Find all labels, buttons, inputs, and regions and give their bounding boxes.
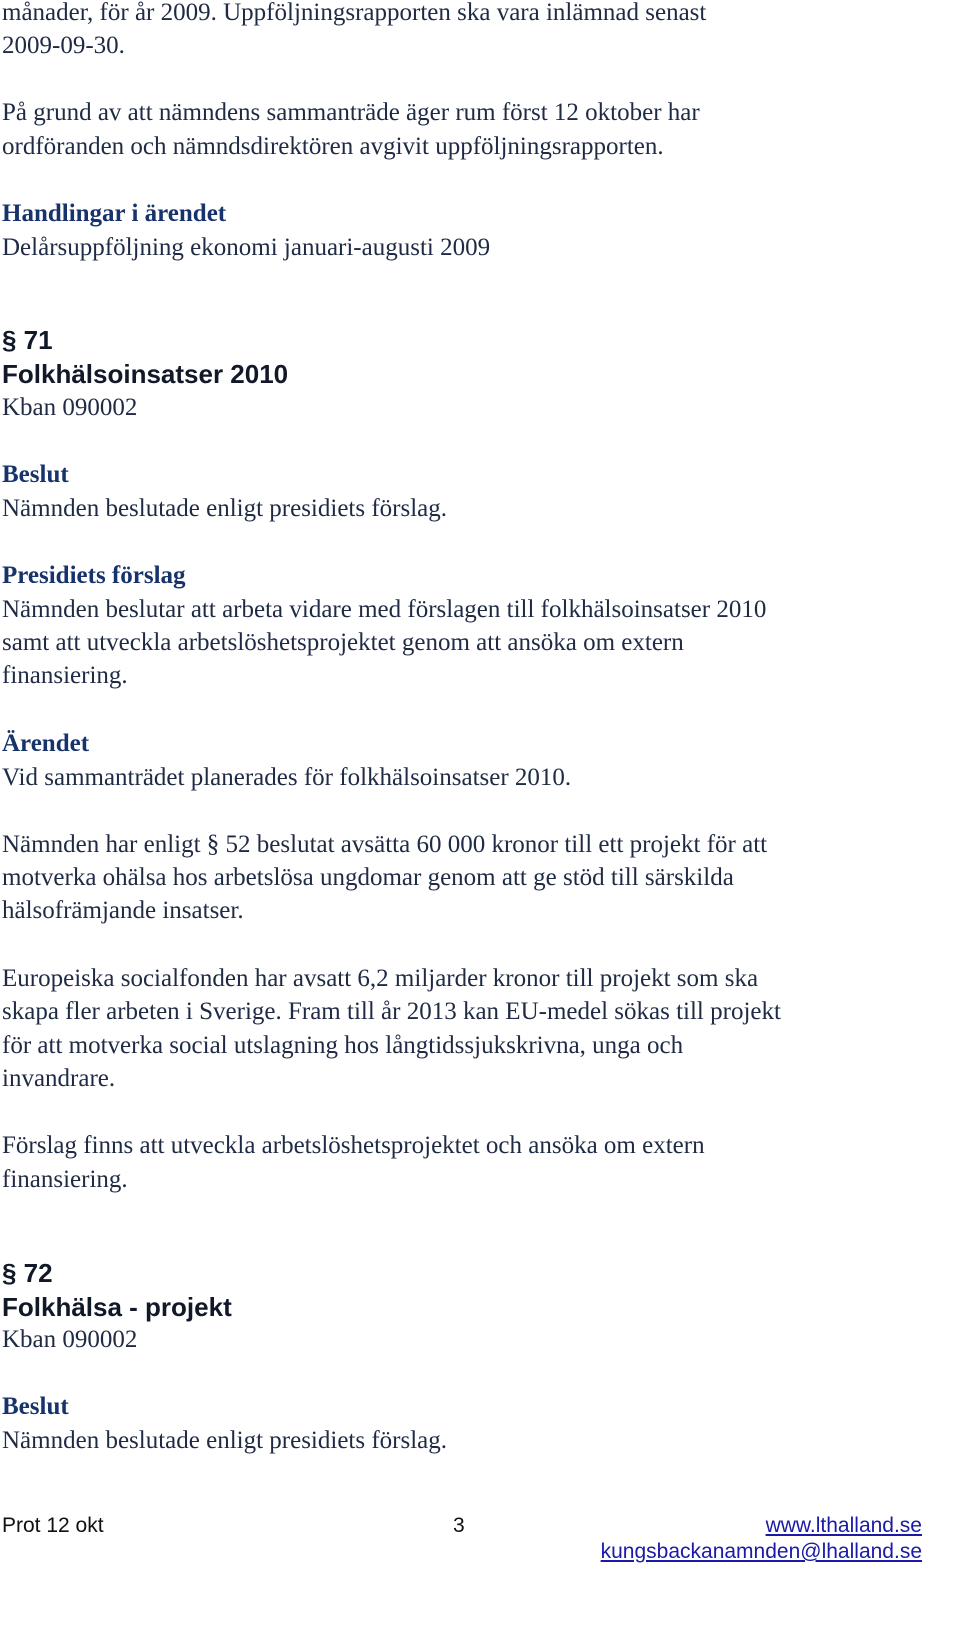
- section-71-para2-line-3: för att motverka social utslagning hos långtidssjukskrivna, unga och: [2, 1032, 684, 1059]
- intro-line-2: 2009-09-30.: [2, 32, 125, 59]
- section-71-beslut-heading: Beslut: [2, 461, 69, 488]
- p2-line-2: ordföranden och nämndsdirektören avgivit uppföljningsrapporten.: [2, 133, 664, 160]
- intro-line-1: månader, för år 2009. Uppföljningsrapporten ska vara inlämnad senast: [2, 0, 707, 26]
- section-71-forslag-heading: Presidiets förslag: [2, 562, 186, 589]
- footer-protocol-date: Prot 12 okt: [2, 1514, 104, 1537]
- handlingar-heading: Handlingar i ärendet: [2, 200, 227, 227]
- section-71-para2-line-2: skapa fler arbeten i Sverige. Fram till år 2013 kan EU-medel sökas till projekt: [2, 998, 781, 1025]
- section-72-number: § 72: [2, 1258, 53, 1288]
- section-71-forslag-line-2: samt att utveckla arbetslöshetsprojektet genom att ansöka om extern: [2, 629, 684, 656]
- section-71-para1-line-1: Nämnden har enligt § 52 beslutat avsätta 60 000 kronor till ett projekt för att: [2, 831, 768, 858]
- section-71-arendet-text: Vid sammanträdet planerades för folkhälsoinsatser 2010.: [2, 764, 572, 791]
- section-71-number: § 71: [2, 325, 53, 355]
- section-71-para2-line-1: Europeiska socialfonden har avsatt 6,2 miljarder kronor till projekt som ska: [2, 965, 759, 992]
- section-71-para3-line-2: finansiering.: [2, 1166, 128, 1193]
- footer-email-link[interactable]: kungsbackanamnden@lhalland.se: [600, 1540, 922, 1563]
- section-72-beslut-heading: Beslut: [2, 1393, 69, 1420]
- footer-website-link[interactable]: www.lthalland.se: [765, 1514, 922, 1537]
- section-71-code: Kban 090002: [2, 394, 138, 421]
- footer-page-number: 3: [453, 1514, 465, 1537]
- section-71-para2-line-4: invandrare.: [2, 1065, 116, 1092]
- section-71-para1-line-3: hälsofrämjande insatser.: [2, 897, 244, 924]
- section-71-forslag-line-1: Nämnden beslutar att arbeta vidare med förslagen till folkhälsoinsatser 2010: [2, 596, 767, 623]
- p2-line-1: På grund av att nämndens sammanträde äger rum först 12 oktober har: [2, 99, 700, 126]
- section-72-code: Kban 090002: [2, 1326, 138, 1353]
- section-72-title: Folkhälsa - projekt: [2, 1292, 232, 1322]
- section-72-beslut-text: Nämnden beslutade enligt presidiets förslag.: [2, 1427, 448, 1454]
- section-71-para3-line-1: Förslag finns att utveckla arbetslöshetsprojektet och ansöka om extern: [2, 1132, 705, 1159]
- handlingar-text: Delårsuppföljning ekonomi januari-augusti 2009: [2, 234, 491, 261]
- section-71-forslag-line-3: finansiering.: [2, 662, 128, 689]
- section-71-arendet-heading: Ärendet: [2, 730, 90, 757]
- section-71-para1-line-2: motverka ohälsa hos arbetslösa ungdomar genom att ge stöd till särskilda: [2, 864, 734, 891]
- section-71-beslut-text: Nämnden beslutade enligt presidiets förslag.: [2, 495, 448, 522]
- section-71-title: Folkhälsoinsatser 2010: [2, 359, 289, 389]
